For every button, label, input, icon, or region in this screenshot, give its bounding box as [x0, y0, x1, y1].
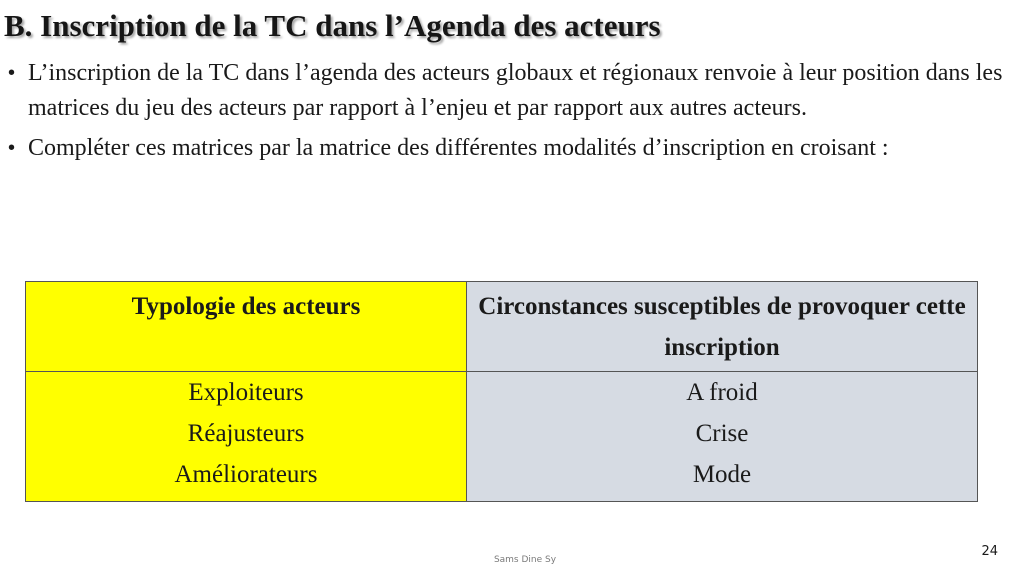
table-header-row [26, 282, 978, 372]
header-circonstances: Circonstances susceptibles de provoquer cette inscription [467, 282, 978, 372]
page-number: 24 [981, 544, 998, 559]
bullet-list [8, 56, 1008, 171]
footer-author: Sams Dine Sy [493, 555, 557, 565]
table-row [26, 372, 978, 502]
cell-circumstances [467, 372, 978, 502]
bullet-marker: • [8, 137, 16, 159]
actor-type-item: Réajusteurs [187, 420, 305, 447]
circumstance-item: Mode [692, 461, 752, 488]
actor-type-item: Améliorateurs [174, 461, 318, 488]
slide-title: B. Inscription de la TC dans l’Agenda des acteurs [4, 8, 661, 43]
actor-type-item: Exploiteurs [188, 379, 304, 406]
cell-actor-types [26, 372, 467, 502]
bullet-text: Compléter ces matrices par la matrice des différentes modalités d’inscription en croisant : [28, 135, 889, 161]
circumstance-item: Crise [695, 420, 749, 447]
bullet-item [8, 56, 1008, 126]
header-typologie-acteurs: Typologie des acteurs [26, 282, 467, 372]
bullet-marker: • [8, 62, 16, 84]
bullet-text: L’inscription de la TC dans l’agenda des acteurs globaux et régionaux renvoie à leur position dans les matrices du jeu des acteurs par rapport à l’enjeu et par rapport aux autres acteurs. [28, 60, 1003, 121]
circumstance-item: A froid [686, 379, 758, 406]
bullet-item [8, 131, 1008, 166]
modalities-matrix-table [25, 281, 978, 502]
